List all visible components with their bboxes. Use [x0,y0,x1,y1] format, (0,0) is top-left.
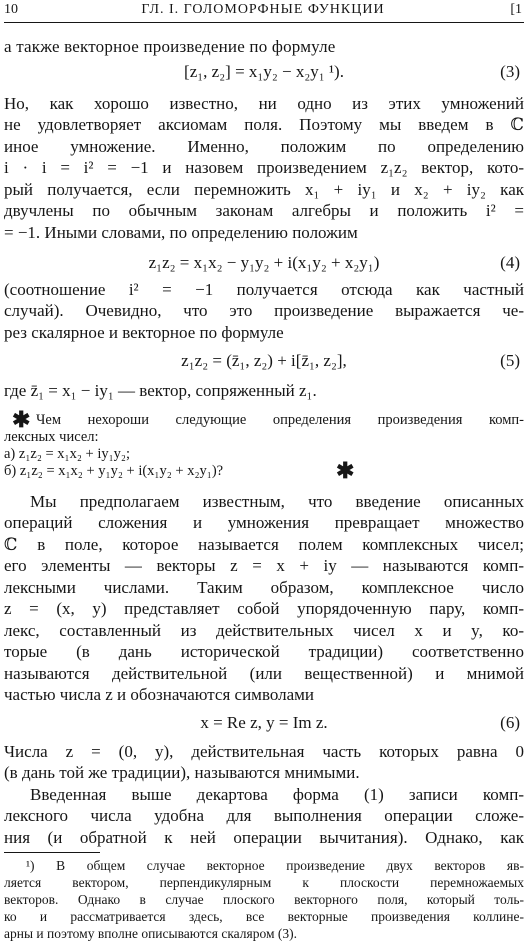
footnote-line: векторов. Однако в случае плоского векторного поля, который толь- [4,892,524,907]
equation-expression: x = Re z, y = Im z. [200,713,328,733]
footnote-line: арны и поэтому вполне описываются скаляром (3). [4,926,298,941]
text-line: рез скалярное и векторное по формуле [4,322,284,342]
text-line: частью числа z и обозначаются символами [4,685,315,705]
text-line: i · i = i² = −1 и назовем произведением z₁z₂ вектор, кото- [4,158,524,178]
text-line: Введенная выше декартова форма (1) записи комп- [30,784,524,804]
text-line: лексного числа удобна для выполнения операции сложе- [4,806,524,826]
exercise-line: лексных чисел: [4,429,99,446]
running-title: ГЛ. I. ГОЛОМОРФНЫЕ ФУНКЦИИ [141,2,385,17]
equation-4 [4,251,524,275]
text-line: операций сложения и умножения превращает множество [4,513,524,533]
exercise-star-icon: ✱ [12,406,31,432]
footnote-rule [4,852,100,853]
equation-expression: z₁z₂ = (z̄₁, z₂) + i[z̄₁, z₂], [181,350,347,370]
text-line: = −1. Иными словами, по определению положим [4,222,358,242]
equation-number: (5) [500,350,520,370]
equation-number: (4) [500,252,520,272]
exercise-line: Чем нехороши следующие определения произведения комп- [36,412,524,429]
text-line: Мы предполагаем известным, что введение описанных [30,491,524,511]
text-line: (соотношение i² = −1 получается отсюда как частный [4,279,524,299]
text-line: где z̄₁ = x₁ − iy₁ — вектор, сопряженный z₁. [4,380,317,400]
footnote-line: ляется вектором, перпендикулярным к плоскости перемножаемых [4,875,524,890]
exercise-option-b: б) z₁z₂ = x₁x₂ + y₁y₂ + i(x₁y₂ + x₂y₁)? [4,462,224,479]
equation-expression: [z₁, z₂] = x₁y₂ − x₂y₁ ¹). [184,61,344,81]
footnote-line: ¹) В общем случае векторное произведение двух векторов яв- [26,858,524,873]
header-rule [4,22,524,23]
page-number: 10 [4,2,18,17]
equation-expression: z₁z₂ = x₁x₂ − y₁y₂ + i(x₁y₂ + x₂y₁) [148,252,380,272]
text-line: ℂ в поле, которое называется полем комплексных чисел; [4,534,524,554]
equation-5 [4,349,524,373]
text-line: z = (x, y) представляет собой упорядоченную пару, комп- [4,599,524,619]
footnote-line: ко и рассматривается здесь, все векторные произведения коллине- [4,909,524,924]
text-line: не удовлетворяет аксиомам поля. Поэтому мы введем в ℂ [4,115,524,135]
text-line: Но, как хорошо известно, ни одно из этих умножений [4,93,524,113]
text-line: а также векторное произведение по формуле [4,37,336,57]
text-line: (в дань той же традиции), называются мнимыми. [4,763,360,783]
equation-number: (3) [500,61,520,81]
text-line: Числа z = (0, y), действительная часть которых равна 0 [4,741,524,761]
equation-6 [4,711,524,735]
text-line: называются действительной (или вещественной) и мнимой [4,663,524,683]
text-line: двучлены по обычным законам алгебры и положить i² = [4,201,524,221]
exercise-option-a: а) z₁z₂ = x₁x₂ + iy₁y₂; [4,446,131,462]
page-header [4,2,522,22]
text-line: случай). Очевидно, что это произведение выражается че- [4,301,524,321]
text-line: иное умножение. Именно, положим по определению [4,136,524,156]
text-line: лексными числами. Таким образом, комплексное число [4,577,524,597]
section-mark: [1 [510,2,522,17]
equation-3 [4,60,524,84]
text-line: торые (в дань исторической традиции) соответственно [4,642,524,662]
text-line: рый получается, если перемножить x₁ + iy₁ и x₂ + iy₂ как [4,179,524,199]
exercise-star-icon: ✱ [336,457,355,483]
text-line: лекс, составленный из действительных чисел x и y, ко- [4,620,524,640]
equation-number: (6) [500,713,520,733]
text-line: его элементы — векторы z = x + iy — называются комп- [4,556,524,576]
text-line: ния (и обратной к ней операции вычитания). Однако, как [4,827,524,847]
